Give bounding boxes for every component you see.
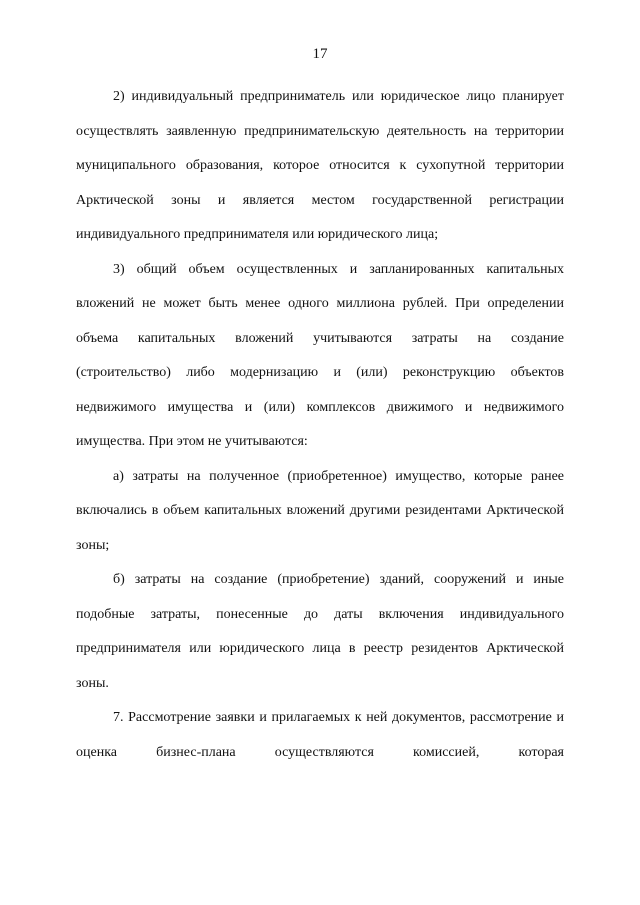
paragraph-item-2: 2) индивидуальный предприниматель или юридическое лицо планирует осуществлять заявленную предпринимательскую деятельность на территории муниципального образования, которое относится к сухопутной территории Арктической зоны и является местом государственной регистрации индивидуального предпринимателя или юридического лица; bbox=[76, 89, 564, 242]
paragraph-subitem-b: б) затраты на создание (приобретение) зданий, сооружений и иные подобные затраты, понесенные до даты включения индивидуального предпринимателя или юридического лица в реестр резидентов Арктической зоны. bbox=[76, 572, 564, 691]
page-number: 17 bbox=[312, 46, 328, 62]
paragraph-item-7: 7. Рассмотрение заявки и прилагаемых к ней документов, рассмотрение и оценка бизнес-плана осуществляются комиссией, которая bbox=[76, 710, 564, 760]
paragraph-item-3: 3) общий объем осуществленных и запланированных капитальных вложений не может быть менее одного миллиона рублей. При определении объема капитальных вложений учитываются затраты на создание (строительство) либо модернизацию и (или) реконструкцию объектов недвижимого имущества и (или) комплексов движимого и недвижимого имущества. При этом не учитываются: bbox=[76, 261, 564, 449]
paragraph-subitem-a: а) затраты на полученное (приобретенное) имущество, которые ранее включались в объем капитальных вложений другими резидентами Арктической зоны; bbox=[76, 468, 564, 553]
document-body bbox=[76, 80, 564, 770]
